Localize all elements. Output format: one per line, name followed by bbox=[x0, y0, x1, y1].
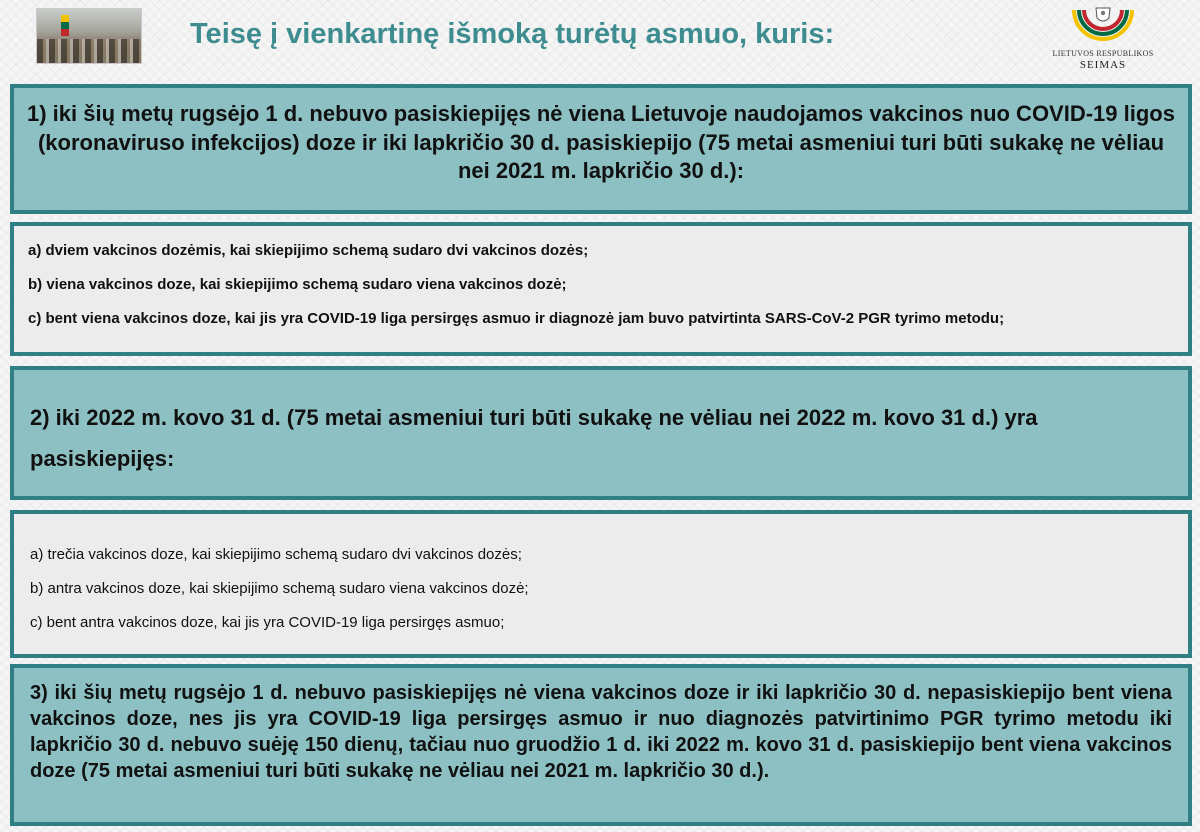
seimas-emblem-icon bbox=[1068, 6, 1138, 48]
section-2-item-a: a) trečia vakcinos doze, kai skiepijimo schemą sudaro dvi vakcinos dozės; bbox=[30, 546, 522, 563]
section-1-item-c: c) bent viena vakcinos doze, kai jis yra COVID-19 liga persirgęs asmuo ir diagnozė jam buvo patvirtinta SARS-CoV-2 PGR tyrimo metodu; bbox=[28, 310, 1005, 327]
page-title: Teisę į vienkartinę išmoką turėtų asmuo, kuris: bbox=[190, 18, 835, 50]
section-1-item-b: b) viena vakcinos doze, kai skiepijimo schemą sudaro viena vakcinos dozė; bbox=[28, 276, 567, 293]
logo-text-line2: SEIMAS bbox=[1079, 59, 1127, 71]
lithuanian-flag-icon bbox=[61, 15, 69, 36]
section-2-heading-box bbox=[10, 366, 1192, 500]
seating-rows bbox=[37, 39, 141, 63]
parliament-hall-photo bbox=[36, 8, 142, 64]
section-1-heading-box bbox=[10, 84, 1192, 214]
section-2-item-c: c) bent antra vakcinos doze, kai jis yra COVID-19 liga persirgęs asmuo; bbox=[30, 614, 505, 631]
section-1-item-a: a) dviem vakcinos dozėmis, kai skiepijimo schemą sudaro dvi vakcinos dozės; bbox=[28, 242, 589, 259]
section-2-item-b: b) antra vakcinos doze, kai skiepijimo schemą sudaro viena vakcinos dozė; bbox=[30, 580, 529, 597]
logo-text-line1: LIETUVOS RESPUBLIKOS bbox=[1052, 49, 1154, 58]
seimas-logo bbox=[1038, 6, 1168, 76]
section-1-heading: 1) iki šių metų rugsėjo 1 d. nebuvo pasiskiepijęs nė viena Lietuvoje naudojamos vakcinos nuo COVID-19 ligos (koronaviruso infekcijos) doze ir iki lapkričio 30 d. pasiskiepijo (75 metai asmeniui turi būti sukakę ne vėliau nei 2021 m. lapkričio 30 d.): bbox=[27, 101, 1175, 184]
section-2-items-box bbox=[10, 510, 1192, 658]
section-3-text: 3) iki šių metų rugsėjo 1 d. nebuvo pasiskiepijęs nė viena vakcinos doze ir iki lapkričio 30 d. nepasiskiepijo bent viena vakcinos doze, nes jis yra COVID-19 liga persirgęs asmuo ir nuo diagnozės patvirtinimo PGR tyrimo metodu iki lapkričio 30 d. nebuvo suėję 150 dienų, tačiau nuo gruodžio 1 d. iki 2022 m. kovo 31 d. pasiskiepijo bent viena vakcinos doze (75 metai asmeniui turi būti sukakę ne vėliau nei 2021 m. lapkričio 30 d.). bbox=[30, 682, 1172, 782]
section-2-heading: 2) iki 2022 m. kovo 31 d. (75 metai asmeniui turi būti sukakę ne vėliau nei 2022 m. kovo 31 d.) yra pasiskiepijęs: bbox=[30, 405, 1038, 471]
section-1-items-box bbox=[10, 222, 1192, 356]
section-3-box bbox=[10, 664, 1192, 826]
